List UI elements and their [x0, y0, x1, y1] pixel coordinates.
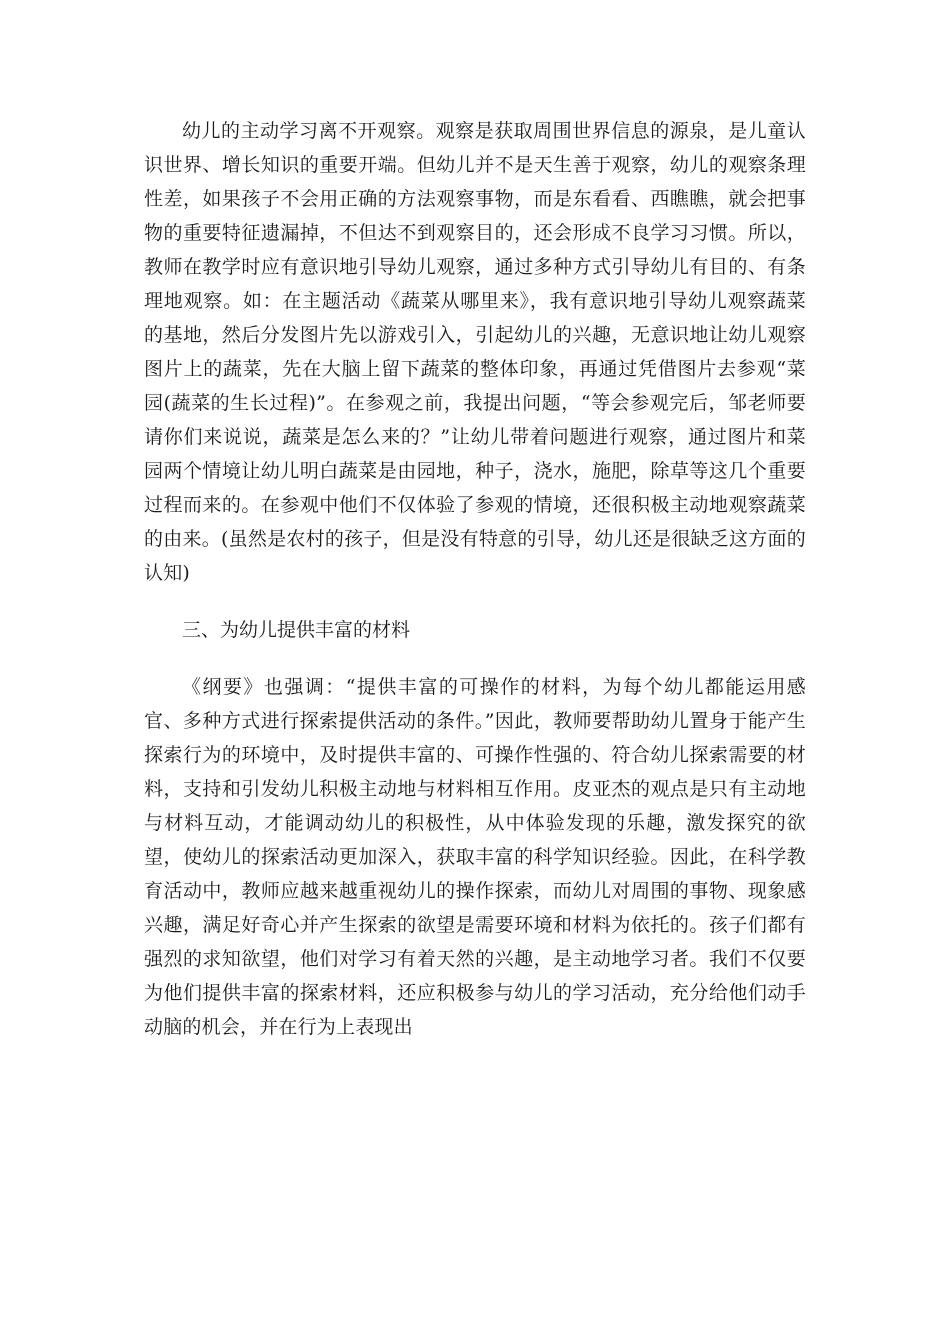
section-heading-materials: 三、为幼儿提供丰富的材料: [182, 619, 411, 641]
body-paragraph-materials: 《纲要》也强调：“提供丰富的可操作的材料，为每个幼儿都能运用感官、多种方式进行探索提供活动的条件。”因此，教师要帮助幼儿置身于能产生探索行为的环境中，及时提供丰富的、可操作性强的、符合幼儿探索需要的材料，支持和引发幼儿积极主动地与材料相互作用。皮亚杰的观点是只有主动地与材料互动，才能调动幼儿的积极性，从中体验发现的乐趣，激发探究的欲望，使幼儿的探索活动更加深入，获取丰富的科学知识经验。因此，在科学教育活动中，教师应越来越重视幼儿的操作探索，而幼儿对周围的事物、现象感兴趣，满足好奇心并产生探索的欲望是需要环境和材料为依托的。孩子们都有强烈的求知欲望，他们对学习有着天然的兴趣，是主动地学习者。我们不仅要为他们提供丰富的探索材料，还应积极参与幼儿的学习活动，充分给他们动手动脑的机会，并在行为上表现出: [144, 676, 806, 1038]
document-page: [144, 114, 806, 1044]
body-paragraph-observation: 幼儿的主动学习离不开观察。观察是获取周围世界信息的源泉，是儿童认识世界、增长知识的重要开端。但幼儿并不是天生善于观察，幼儿的观察条理性差，如果孩子不会用正确的方法观察事物，而是东看看、西瞧瞧，就会把事物的重要特征遗漏掉，不但达不到观察目的，还会形成不良学习习惯。所以，教师在教学时应有意识地引导幼儿观察，通过多种方式引导幼儿有目的、有条理地观察。如：在主题活动《蔬菜从哪里来》，我有意识地引导幼儿观察蔬菜的基地，然后分发图片先以游戏引入，引起幼儿的兴趣，无意识地让幼儿观察图片上的蔬菜，先在大脑上留下蔬菜的整体印象，再通过凭借图片去参观“菜园(蔬菜的生长过程)”。在参观之前，我提出问题，“等会参观完后，邹老师要请你们来说说，蔬菜是怎么来的？”让幼儿带着问题进行观察，通过图片和菜园两个情境让幼儿明白蔬菜是由园地，种子，浇水，施肥，除草等这几个重要过程而来的。在参观中他们不仅体验了参观的情境，还很积极主动地观察蔬菜的由来。(虽然是农村的孩子，但是没有特意的引导，幼儿还是很缺乏这方面的认知): [144, 120, 806, 584]
